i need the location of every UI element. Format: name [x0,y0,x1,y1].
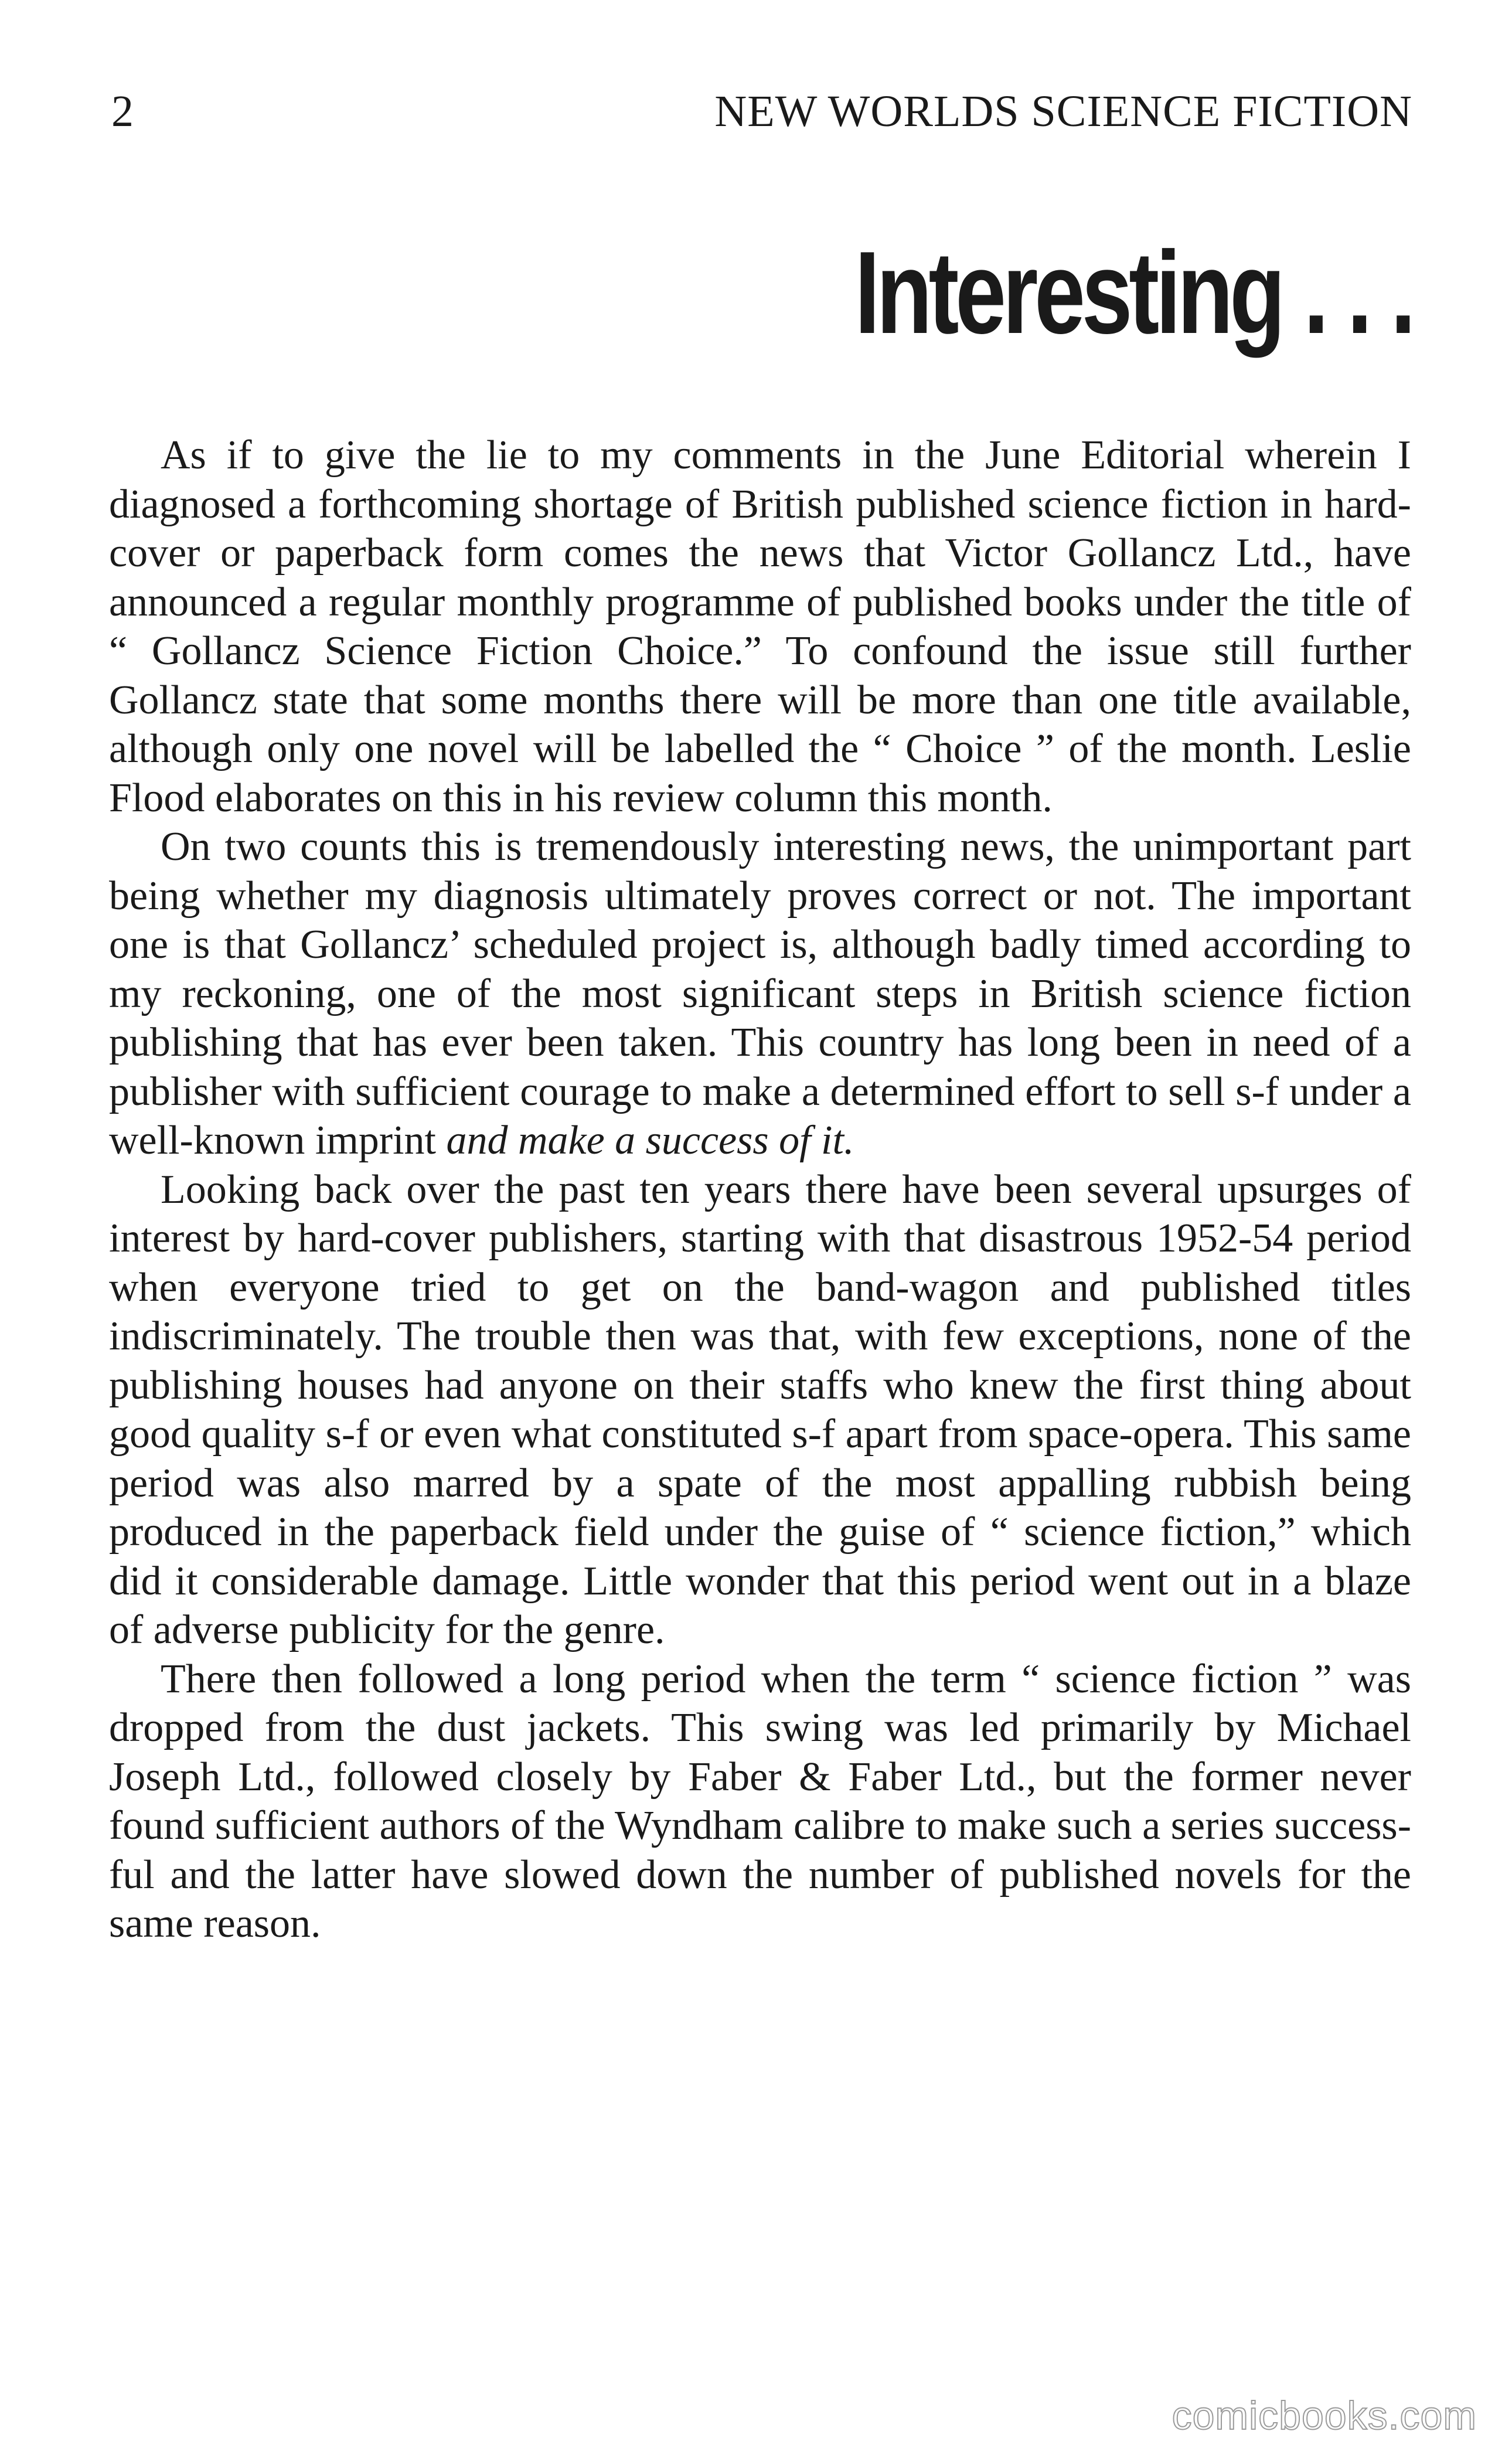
paragraph-text: There then followed a long period when the term “ science fiction ” was dropped from the dust jackets. This swing was led primarily by Michael Joseph Ltd., followed closely by Faber & Faber Ltd., but the former never found sufficient authors of the Wyndham calibre to make such a series successful and the latter have slowed down the number of published novels for the same reason. [109,1656,1411,1946]
paragraph-text: On two counts this is tremendously interesting news, the unimportant part being whether my diagnosis ultimately proves correct or not. The important one is that Gollancz’ scheduled project is, although badly timed according to my reckoning, one of the most significant steps in British science fiction publishing that has ever been taken. This country has long been in need of a publisher with sufficient courage to make a determined effort to sell s-f under a well-known imprint [109,824,1411,1163]
page-number: 2 [111,87,134,136]
paragraph-text: Looking back over the past ten years there have been several upsurges of interest by hard-cover publishers, starting with that disastrous 1952-54 period when everyone tried to get on the band-wagon and published titles indiscriminately. The trouble then was that, with few exceptions, none of the publishing houses had anyone on their staffs who knew the first thing about good quality s-f or even what constituted s-f apart from space-opera. This same period was also marred by a spate of the most appalling rubbish being produced in the paperback field under the guise of “ science fiction,” which did it considerable damage. Little wonder that this period went out in a blaze of adverse publicity for the genre. [109,1167,1411,1652]
article-body [109,431,1411,1948]
paragraph [109,1655,1411,1948]
paragraph-emphasis: and make a success of it. [446,1118,854,1163]
site-watermark: comicbooks.com [1172,2393,1477,2438]
running-head [111,82,1412,141]
paragraph [109,822,1411,1165]
paragraph [109,1165,1411,1655]
paragraph-text: As if to give the lie to my comments in the June Editorial wherein I diagnosed a forthcoming shortage of British published science fiction in hard-cover or paperback form comes the news that Victor Gollancz Ltd., have announced a regular monthly programme of published books under the title of “ Gollancz Science Fiction Choice.” To confound the issue still further Gollancz state that some months there will be more than one title available, although only one novel will be labelled the “ Choice ” of the month. Leslie Flood elaborates on this in his review column this month. [109,433,1411,821]
paragraph [109,431,1411,822]
running-title: NEW WORLDS SCIENCE FICTION [714,87,1412,136]
article-title: Interesting . . . [854,227,1412,358]
